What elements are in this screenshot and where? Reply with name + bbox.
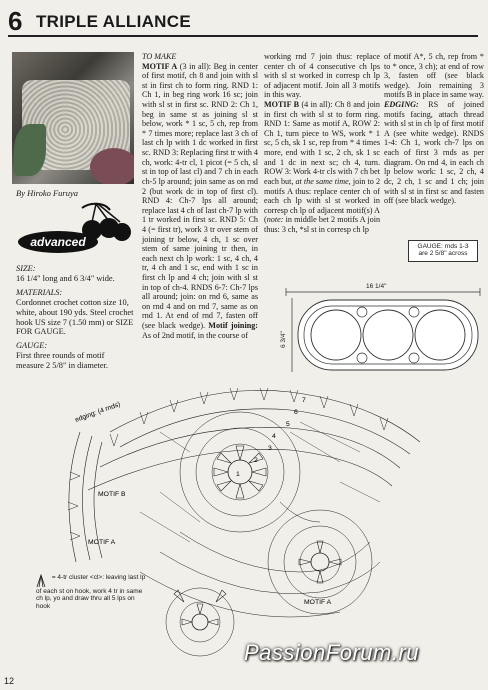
gauge-box xyxy=(408,240,478,262)
cluster-symbol-icon xyxy=(36,574,46,588)
motif-b-end-text: of motif A*, 5 ch, rep from * to * once, 3 ch); at end of row 3, fasten off (see black wedge). Join remaining 3 motifs B in place in same way. xyxy=(384,52,484,100)
instructions-column-1 xyxy=(142,52,258,340)
edging-text: RS of joined motifs facing, attach thread with sl st in ch lp of first motif A (see white wedge). RNDS 1-4: Ch 1, work ch-7 lps on each of first 3 rnds as per diagram. On rnd 4, in each ch lp below work: 1 sc, 2 ch, 4 dc, 2 ch, 1 sc and 1 ch; join with sl st in first sc and fasten off (see black wedge). xyxy=(384,100,484,206)
crochet-chart xyxy=(40,372,484,662)
byline: By Hiroko Furuya xyxy=(16,188,79,198)
pattern-number: 6 xyxy=(8,6,23,36)
motif-b-heading: MOTIF B xyxy=(264,100,300,110)
edging-label: edging: (4 rnds) xyxy=(74,401,122,424)
round-number-5: 5 xyxy=(286,421,290,428)
specs-column xyxy=(16,264,134,375)
gauge-box-line-2: are 2 5/8" across xyxy=(418,250,468,257)
motif-a-heading: MOTIF A xyxy=(142,61,178,71)
instructions-column-2 xyxy=(264,52,380,235)
height-label: 6 3/4" xyxy=(280,331,287,348)
joining-text: working rnd 7 join thus: replace center ch of 4 consecutive ch lps with sl st worked in corresp ch lp of adjacent motif. Join all 3 motifs in this way. xyxy=(264,52,380,100)
round-number-3: 3 xyxy=(268,445,272,452)
width-label: 16 1/4" xyxy=(366,283,387,290)
pattern-title: TRIPLE ALLIANCE xyxy=(36,12,191,31)
size-text: 16 1/4" long and 6 3/4" wide. xyxy=(16,273,115,283)
motif-joining-text: As of 2nd motif, in the course of xyxy=(142,330,249,340)
round-number-6: 6 xyxy=(294,409,298,416)
motif-a-text: (3 in all): Beg in center of first motif, ch 8 and join with sl st in first ch to form ring. RND 1: Ch 1, in beg ring work 16 sc; join with sl st in first sc. RND 2: Ch 1, beg in same st as joining sl st below, work * 1 sc, 5 ch, rep from * 7 times more; replace last 3 ch of last ch lp with 1 dc worked in first sc. RND 3: Replacing first tr with 4 ch, work: 4-tr cl, 1 picot (= 5 ch, sl st in top of last cl) and 7 ch in each ch-5 lp around; join same as on rnd 2 (but work dc in top of first cl). RND 4: Ch-7 lps all around; replace last 4 ch of last ch-7 lp with 1 tr worked in first sc. RND 5: Ch 4 (= first tr), work 3 tr over stem of joining tr below, 4 ch, 1 sc over stem of same joining tr then, in each next ch lp work: 1 sc, 4 ch, 4 tr, 4 ch and 1 sc, end with 1 sc in first ch lp and 4 ch; join with sl st in top of ch-4. RNDS 6-7: Ch-7 lps all around; join: on rnd 6, same as on rnd 4 and on rnd 7, same as on rnd 1. At end of rnd 7, fasten off (see black wedge). xyxy=(142,61,258,331)
note-label: note: xyxy=(266,215,284,225)
motif-joining-heading: Motif joining: xyxy=(208,321,258,331)
motif-b-label: MOTIF B xyxy=(98,491,126,498)
same-time-phrase: at the same time, xyxy=(295,176,351,186)
round-number-4: 4 xyxy=(272,433,276,440)
symbol-legend xyxy=(36,574,146,610)
to-make-heading: TO MAKE xyxy=(142,52,177,61)
gauge-heading: GAUGE: xyxy=(16,341,48,351)
page-header xyxy=(8,6,478,36)
motif-b-text: (4 in all): Ch 8 and join in first ch with sl st to form ring. RND 1: Same as motif A, ROW 2: Ch 1, turn piece to WS, work * 1 sc, 5 ch, sk 1 sc, rep from * 4 times more, end with 1 sc, 2 ch, sk 1 sc and 1 dc in next sc; ch 4, turn. ROW 3: Work 4-tr cls with 7 ch bet each but, xyxy=(264,100,380,186)
materials-text: Cordonnet crochet cotton size 10, white, about 190 yds. Steel crochet hook US size 7 (1.50 mm) or SIZE FOR GAUGE. xyxy=(16,297,134,337)
round-number-2: 2 xyxy=(254,457,258,464)
page-number: 12 xyxy=(4,676,15,686)
leaf-shape xyxy=(14,124,46,176)
badge-label: advanced xyxy=(30,235,86,249)
edging-heading: EDGING: xyxy=(384,100,419,110)
motif-a-left-label: MOTIF A xyxy=(88,539,116,546)
gauge-text: First three rounds of motif measure 2 5/8" in diameter. xyxy=(16,351,109,371)
motif-b-join-text: join to 2 motifs A thus: replace center ch of each ch lp with sl st worked in corresp ch lp of adjacent motif(s) A ( xyxy=(264,176,381,225)
materials-heading: MATERIALS: xyxy=(16,287,63,297)
title-rule xyxy=(8,35,478,37)
motif-a-bottom-label: MOTIF A xyxy=(304,599,332,606)
size-heading: SIZE: xyxy=(16,264,36,273)
round-number-1: 1 xyxy=(236,471,240,478)
legend-text: = 4-tr cluster <cl>: leaving last lp of each st on hook, work 4 tr in same ch lp, yo and draw thru all 5 lps on hook xyxy=(36,574,146,610)
gauge-box-line-1: GAUGE: rnds 1-3 xyxy=(417,243,469,250)
round-number-7: 7 xyxy=(302,397,306,404)
skill-level-badge xyxy=(12,200,132,260)
flower-shape xyxy=(90,148,134,184)
schematic-diagram xyxy=(278,282,484,376)
watermark: PassionForum.ru xyxy=(244,640,420,665)
doily-photo xyxy=(12,52,134,184)
motif-b-note-text: in middle bet 2 motifs A join thus: 3 ch, *sl st in corresp ch lp xyxy=(264,215,381,234)
instructions-column-3 xyxy=(384,52,484,206)
